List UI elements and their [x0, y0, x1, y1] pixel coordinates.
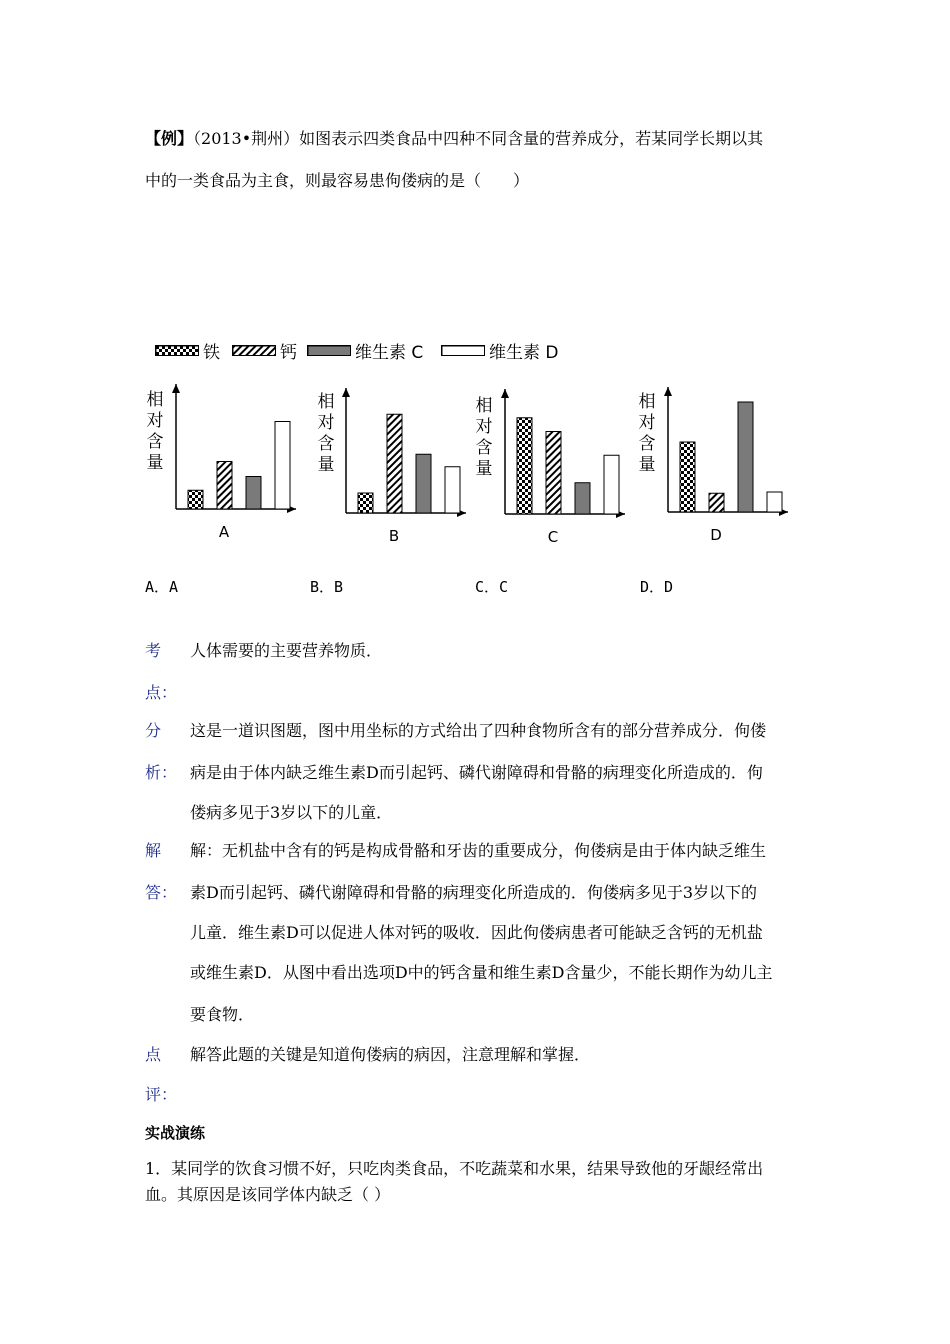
- bar-iron: [517, 418, 532, 514]
- chart-label-a: A: [218, 523, 230, 541]
- chart-b: [342, 388, 466, 545]
- jieda-line-3: 儿童．维生素D可以促进人体对钙的吸收．因此佝偻病患者可能缺乏含钙的无机盐: [190, 923, 763, 942]
- kaodian-label-2: 点：: [145, 683, 178, 702]
- kaodian-text: 人体需要的主要营养物质．: [190, 641, 383, 660]
- option-b[interactable]: B．B: [310, 578, 344, 596]
- legend-label-vitamin-d: 维生素 D: [489, 342, 559, 363]
- bar-iron: [358, 493, 373, 513]
- option-d[interactable]: D．D: [640, 578, 674, 596]
- bar-vitamin-d: [767, 492, 782, 512]
- dianping-text: 解答此题的关键是知道佝偻病的病因，注意理解和掌握．: [190, 1045, 591, 1064]
- option-a[interactable]: A．A: [145, 578, 179, 596]
- fenxi-line-2: 病是由于体内缺乏维生素D而引起钙、磷代谢障碍和骨骼的病理变化所造成的．佝: [190, 763, 763, 782]
- chart-label-d: D: [710, 526, 722, 544]
- y-axis-arrow: [501, 389, 509, 398]
- jieda-line-5: 要食物．: [190, 1005, 255, 1024]
- y-axis-arrow: [342, 388, 350, 397]
- practice-heading: 实战演练: [145, 1124, 206, 1142]
- bar-vitamin-c: [246, 477, 261, 510]
- y-axis-label-b: 相对含量: [317, 392, 335, 475]
- bar-vitamin-d: [604, 455, 619, 514]
- bar-vitamin-d: [275, 422, 290, 510]
- y-axis-label-c: 相对含量: [475, 396, 493, 479]
- jieda-line-1: 解：无机盐中含有的钙是构成骨骼和牙齿的重要成分，佝偻病是由于体内缺乏维生: [190, 841, 767, 860]
- chart-label-c: C: [547, 528, 559, 546]
- jieda-label-1: 解: [145, 841, 162, 860]
- bar-vitamin-d: [445, 467, 460, 513]
- bar-vitamin-c: [738, 402, 753, 512]
- bar-calcium: [709, 493, 724, 512]
- bar-vitamin-c: [575, 483, 590, 514]
- question-text-1: （2013•荆州）如图表示四类食品中四种不同含量的营养成分，若某同学长期以其: [193, 129, 764, 148]
- option-c[interactable]: C．C: [475, 578, 509, 596]
- practice-q1-line-1: 1．某同学的饮食习惯不好，只吃肉类食品，不吃蔬菜和水果，结果导致他的牙龈经常出: [145, 1159, 764, 1178]
- bar-calcium: [217, 462, 232, 510]
- bar-iron: [188, 490, 203, 509]
- chart-label-b: B: [388, 527, 400, 545]
- dianping-label-1: 点: [145, 1045, 162, 1064]
- fenxi-label-1: 分: [145, 721, 162, 740]
- example-tag: 【例】: [145, 129, 194, 148]
- jieda-line-2: 素D而引起钙、磷代谢障碍和骨骼的病理变化所造成的．佝偻病多见于3岁以下的: [190, 883, 758, 902]
- fenxi-line-1: 这是一道识图题，图中用坐标的方式给出了四种食物所含有的部分营养成分．佝偻: [190, 721, 767, 740]
- legend-label-calcium: 钙: [280, 342, 297, 363]
- y-axis-label-a: 相对含量: [146, 390, 164, 473]
- practice-q1-line-2: 血。其原因是该同学体内缺乏（ ）: [145, 1185, 391, 1204]
- fenxi-line-3: 偻病多见于3岁以下的儿童．: [190, 803, 393, 822]
- bar-charts: [0, 0, 950, 560]
- chart-a: [172, 384, 296, 541]
- bar-calcium: [387, 414, 402, 513]
- bar-vitamin-c: [416, 454, 431, 513]
- kaodian-label-1: 考: [145, 641, 162, 660]
- jieda-label-2: 答：: [145, 883, 178, 902]
- bar-calcium: [546, 432, 561, 515]
- question-line-2: 中的一类食品为主食，则最容易患佝偻病的是（ ）: [145, 171, 530, 190]
- legend-label-iron: 铁: [203, 342, 220, 363]
- fenxi-label-2: 析：: [145, 763, 178, 782]
- bar-iron: [680, 442, 695, 512]
- jieda-line-4: 或维生素D．从图中看出选项D中的钙含量和维生素D含量少，不能长期作为幼儿主: [190, 963, 773, 982]
- y-axis-label-d: 相对含量: [638, 392, 656, 475]
- dianping-label-2: 评：: [145, 1085, 178, 1104]
- chart-d: [664, 387, 788, 544]
- legend-label-vitamin-c: 维生素 C: [355, 342, 424, 363]
- y-axis-arrow: [172, 384, 180, 393]
- y-axis-arrow: [664, 387, 672, 396]
- chart-c: [501, 389, 625, 546]
